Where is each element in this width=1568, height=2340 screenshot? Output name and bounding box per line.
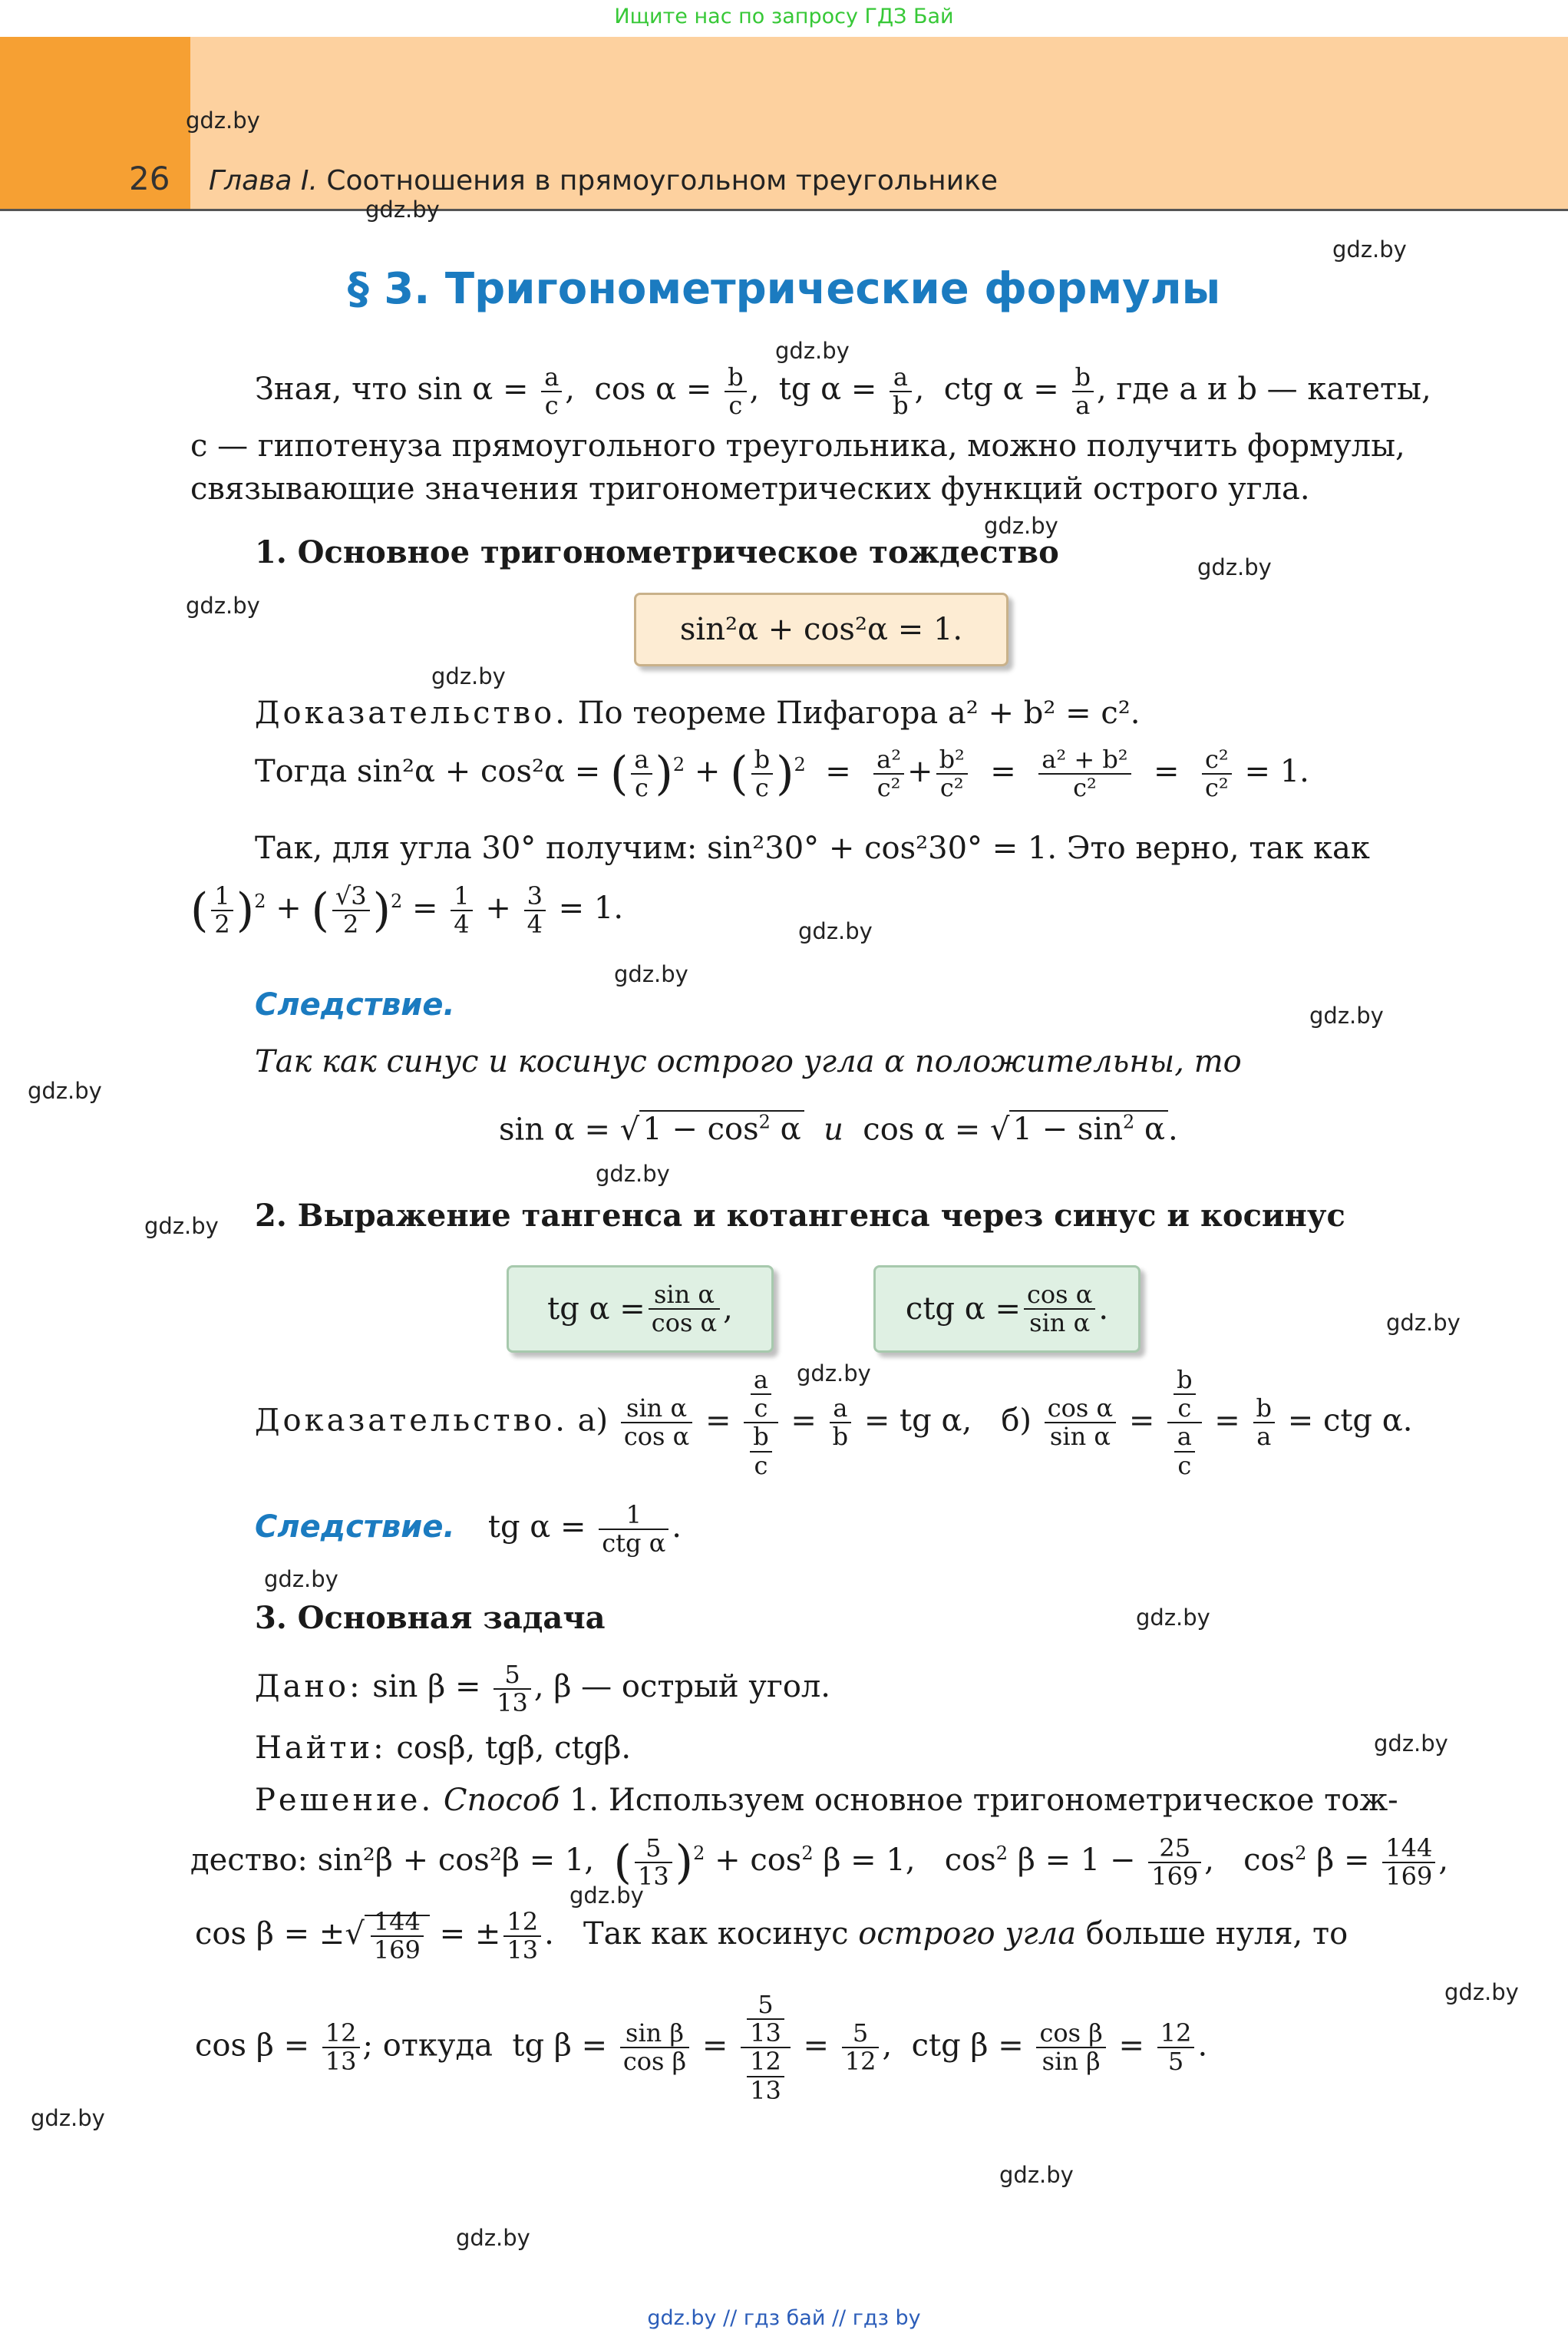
solution-line-1: Решение. Способ 1. Используем основное тригонометрическое тож- xyxy=(255,1783,1398,1818)
watermark: gdz.by xyxy=(614,961,688,987)
header-divider xyxy=(0,209,1568,211)
watermark: gdz.by xyxy=(456,2225,530,2251)
watermark: gdz.by xyxy=(984,513,1058,539)
corollary-2: Следствие. tg α = $\frac{1}{\text{ctg α}}$ . xyxy=(255,1500,682,1558)
example-30-check: ( $\frac{1}{2}$ )$^2$ + ( $\frac{√3}{2}$ )$^2$ = $\frac{1}{4}$ + $\frac{3}{4}$ = 1. xyxy=(190,881,624,940)
proof-1: Доказательство. По теореме Пифагора a² + b² = c². xyxy=(255,696,1141,731)
find: Найти: cosβ, tgβ, ctgβ. xyxy=(255,1730,632,1766)
chapter-title: Глава I. Соотношения в прямоугольном треугольнике xyxy=(209,165,999,197)
section-title: § 3. Тригонометрические формулы xyxy=(347,264,1221,314)
tg-box: tg α = $\frac{\text{sin α}}{\text{cos α}}$ , xyxy=(507,1265,774,1353)
watermark: gdz.by xyxy=(1136,1605,1210,1631)
watermark: gdz.by xyxy=(365,197,440,223)
solution-line-3: cos β = ±√ $\frac{144}{169}$ = ± $\frac{12}{13}$ . Так как косинус острого угла больше нуля, то xyxy=(195,1907,1348,1965)
watermark: gdz.by xyxy=(1374,1730,1448,1757)
top-banner[interactable]: Ищите нас по запросу ГДЗ Бай xyxy=(614,5,954,28)
heading-1: 1. Основное тригонометрическое тождество xyxy=(255,534,1059,570)
intro-line-2: c — гипотенуза прямоугольного треугольника, можно получить формулы, xyxy=(190,428,1405,464)
watermark: gdz.by xyxy=(1444,1979,1519,2005)
ctg-box: ctg α = $\frac{\text{cos α}}{\text{sin α}}$ . xyxy=(873,1265,1141,1353)
example-30: Так, для угла 30° получим: sin²30° + cos²30° = 1. Это верно, так как xyxy=(255,831,1370,866)
watermark: gdz.by xyxy=(28,1078,102,1104)
heading-2: 2. Выражение тангенса и котангенса через синус и косинус xyxy=(255,1198,1345,1234)
watermark: gdz.by xyxy=(186,593,260,619)
watermark: gdz.by xyxy=(144,1213,219,1239)
watermark: gdz.by xyxy=(569,1882,644,1909)
footer-links[interactable]: gdz.by // гдз бай // гдз by xyxy=(647,2306,921,2330)
watermark: gdz.by xyxy=(1197,554,1272,580)
watermark: gdz.by xyxy=(31,2105,105,2131)
intro-line-3: связывающие значения тригонометрических функций острого угла. xyxy=(190,471,1310,507)
watermark: gdz.by xyxy=(797,1360,871,1386)
intro-line-1: Зная, что sin α = $\frac{a}{c}$ , cos α = $\frac{b}{c}$ , tg α = $\frac{a}{b}$ , ctg α = $\frac{b}{a}$ , где a и b — катеты, xyxy=(255,362,1431,421)
watermark: gdz.by xyxy=(186,107,260,134)
watermark: gdz.by xyxy=(431,663,506,689)
page-number: 26 xyxy=(129,160,170,197)
proof-2: Доказательство. а) $\frac{\text{sin α}}{\text{cos α}}$ = $\frac{\frac{a}{c}}{\frac{b}{c}}$ = $\frac{a}{b}$ = tg α, б) $\frac{\text{cos α}}{\text{sin α}}$ = $\frac{\frac{b}{c}}{\frac{a}{c}}$ = $\frac{b}{a}$ = ctg α. xyxy=(255,1365,1413,1480)
watermark: gdz.by xyxy=(775,338,850,364)
corollary-1-label: Следствие. xyxy=(255,987,455,1023)
heading-3: 3. Основная задача xyxy=(255,1600,606,1636)
corollary-1-text: Так как синус и косинус острого угла α положительны, то xyxy=(255,1044,1242,1079)
corollary-1-formulas: sin α = √ $1 - \cos^2 \alpha$ и cos α = √ $1 - \sin^2 \alpha$ . xyxy=(499,1112,1178,1148)
solution-line-4: cos β = $\frac{12}{13}$ ; откуда tg β = $\frac{\text{sin β}}{\text{cos β}}$ = $\frac{\frac{5}{13}}{\frac{12}{13}}$ = $\frac{5}{12}$ , ctg β = $\frac{\text{cos β}}{\text{sin β}}$ = $\frac{12}{5}$ . xyxy=(195,1990,1208,2105)
watermark: gdz.by xyxy=(596,1161,670,1187)
watermark: gdz.by xyxy=(264,1566,338,1592)
identity-box: sin²α + cos²α = 1. xyxy=(634,593,1008,666)
proof-1-chain: Тогда sin²α + cos²α = ( $\frac{a}{c}$ )$^2$ + ( $\frac{b}{c}$ )$^2$ = $\frac{\text{a²}}{\text{c²}}$ + $\frac{\text{b²}}{\text{c²}}$ = $\frac{\text{a² + b²}}{\text{c²}}$ = $\frac{\text{c²}}{\text{c²}}$ = 1. xyxy=(255,745,1309,803)
given: Дано: sin β = $\frac{5}{13}$ , β — острый угол. xyxy=(255,1660,831,1718)
watermark: gdz.by xyxy=(1386,1310,1461,1336)
watermark: gdz.by xyxy=(798,918,873,944)
solution-line-2: дество: sin²β + cos²β = 1, ( $\frac{5}{13}$ )$^2 + \cos^2 \beta = 1$, $\cos^2 \beta = 1$ − $\frac{25}{169}$ , $\cos^2 \beta$ = $\frac{144}{169}$ , xyxy=(190,1833,1449,1892)
watermark: gdz.by xyxy=(1332,236,1407,263)
watermark: gdz.by xyxy=(999,2162,1074,2188)
watermark: gdz.by xyxy=(1309,1003,1384,1029)
